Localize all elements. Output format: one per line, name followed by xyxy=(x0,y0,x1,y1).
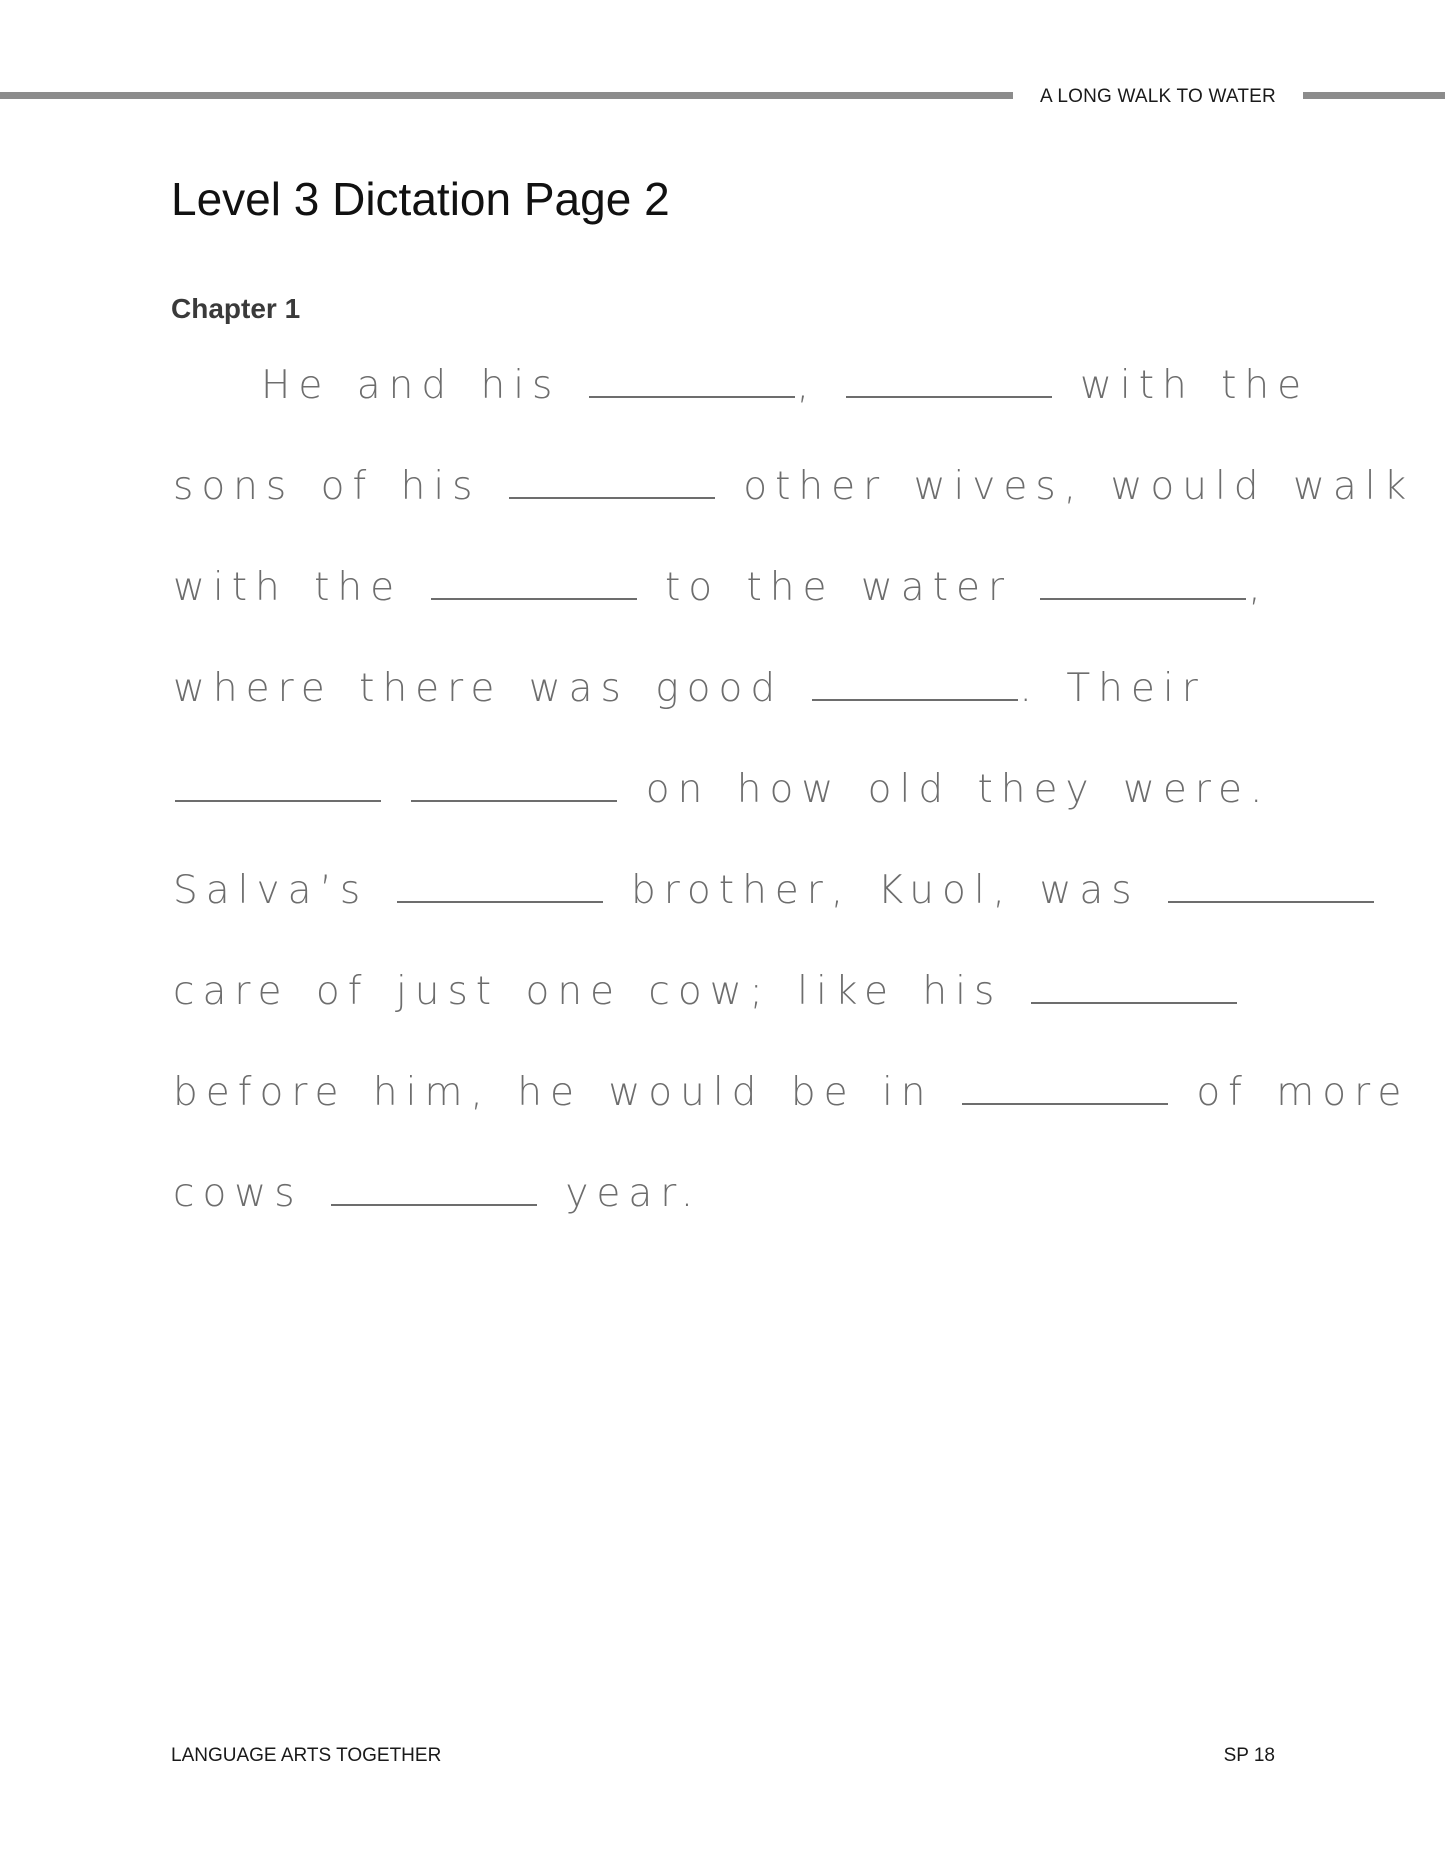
header-rule-right xyxy=(1303,92,1445,99)
dictation-line xyxy=(173,451,1415,552)
fill-in-blank xyxy=(589,396,795,398)
dictation-line xyxy=(173,552,1293,653)
dictation-text: Salva’s xyxy=(173,868,395,913)
header-rule-left xyxy=(0,92,1013,99)
dictation-text: He and his xyxy=(261,363,587,408)
dictation-text: on how old they were. xyxy=(619,767,1271,812)
fill-in-blank xyxy=(411,800,617,802)
dictation-text: sons of his xyxy=(173,464,507,509)
fill-in-blank xyxy=(1168,901,1374,903)
dictation-text: care of just one cow; like his xyxy=(173,969,1029,1014)
dictation-text: , xyxy=(796,363,844,408)
chapter-heading: Chapter 1 xyxy=(171,293,301,324)
dictation-line xyxy=(173,1057,1410,1158)
dictation-text: year. xyxy=(538,1171,702,1216)
dictation-text: with the xyxy=(173,565,429,610)
dictation-line xyxy=(173,1158,1293,1259)
fill-in-blank xyxy=(812,699,1018,701)
page-title: Level 3 Dictation Page 2 xyxy=(171,173,670,225)
dictation-line xyxy=(173,754,1293,855)
dictation-text: where there was good xyxy=(173,666,810,711)
fill-in-blank xyxy=(962,1103,1168,1105)
fill-in-blank xyxy=(397,901,603,903)
dictation-text: cows xyxy=(173,1171,329,1216)
fill-in-blank xyxy=(431,598,637,600)
dictation-text: brother, Kuol, was xyxy=(604,868,1166,913)
fill-in-blank xyxy=(175,800,381,802)
dictation-text: with the xyxy=(1053,363,1310,408)
dictation-text: before him, he would be in xyxy=(173,1070,960,1115)
fill-in-blank xyxy=(846,396,1052,398)
fill-in-blank xyxy=(1040,598,1246,600)
dictation-line xyxy=(173,653,1293,754)
fill-in-blank xyxy=(509,497,715,499)
dictation-text: , xyxy=(1248,565,1269,610)
dictation-text: other wives, would walk xyxy=(716,464,1415,509)
running-head: A LONG WALK TO WATER xyxy=(1040,86,1276,107)
dictation-text: . Their xyxy=(1019,666,1206,711)
dictation-line xyxy=(173,350,1310,451)
dictation-text xyxy=(383,767,409,812)
fill-in-blank xyxy=(1031,1002,1237,1004)
dictation-text: to the water xyxy=(638,565,1039,610)
dictation-line xyxy=(173,956,1293,1057)
dictation-text: of more xyxy=(1169,1070,1410,1115)
dictation-passage xyxy=(173,350,1415,1259)
footer-book-title: LANGUAGE ARTS TOGETHER xyxy=(171,1745,442,1766)
footer-page-number: SP 18 xyxy=(1223,1745,1275,1766)
dictation-line xyxy=(173,855,1293,956)
fill-in-blank xyxy=(331,1204,537,1206)
